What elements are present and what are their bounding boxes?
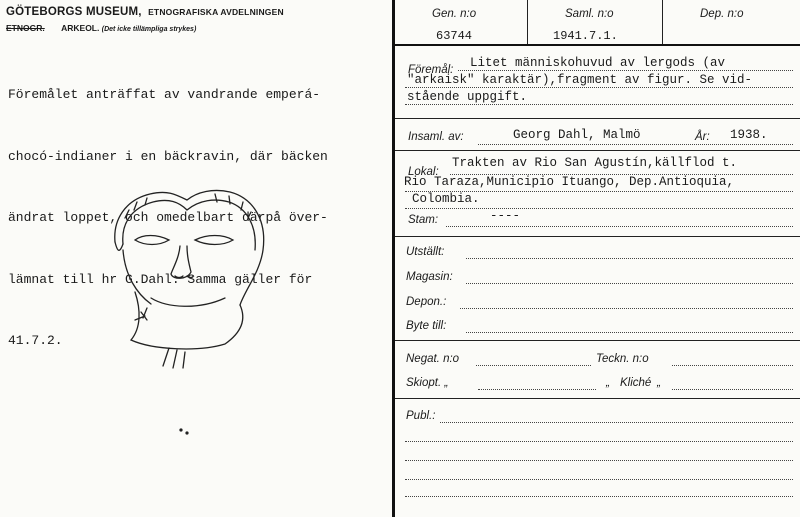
museum-name: GÖTEBORGS MUSEUM, bbox=[6, 6, 142, 18]
section-rule bbox=[395, 118, 800, 119]
fill-line bbox=[450, 174, 793, 175]
foremal-line: Litet människohuvud av lergods (av bbox=[470, 56, 726, 70]
section-rule bbox=[395, 236, 800, 237]
publ-label: Publ.: bbox=[406, 410, 436, 422]
dep-label: Dep. n:o bbox=[700, 8, 744, 20]
lokal-line: Trakten av Rio San Agustín,källflod t. bbox=[452, 156, 738, 170]
stam-value: ---- bbox=[490, 209, 521, 223]
teckn-label: Teckn. n:o bbox=[596, 353, 649, 365]
lokal-line: Colombia. bbox=[412, 192, 480, 206]
column-sep bbox=[662, 0, 663, 44]
fill-line bbox=[476, 365, 591, 366]
kliche-quote: „ bbox=[657, 377, 661, 389]
note-line: ändrat loppet, och omedelbart därpå över- bbox=[8, 210, 328, 225]
fill-line bbox=[458, 70, 793, 71]
lokal-label: Lokal: bbox=[408, 166, 439, 178]
saml-label: Saml. n:o bbox=[565, 8, 614, 20]
fill-line bbox=[466, 258, 793, 259]
fill-line bbox=[405, 460, 793, 461]
insaml-value: Georg Dahl, Malmö bbox=[513, 128, 641, 142]
kliche-mark: „ bbox=[606, 377, 610, 389]
note-line: Föremålet anträffat av vandrande emperá- bbox=[8, 87, 321, 102]
arkeol-label: ARKEOL. bbox=[61, 23, 100, 33]
gen-value: 63744 bbox=[436, 29, 473, 43]
header-rule bbox=[395, 44, 800, 46]
fill-line bbox=[672, 389, 793, 390]
foremal-label: Föremål: bbox=[408, 64, 454, 76]
ar-value: 1938. bbox=[730, 128, 768, 142]
section-rule bbox=[395, 340, 800, 341]
fill-line bbox=[405, 104, 793, 105]
museum-header bbox=[6, 6, 284, 18]
fill-line bbox=[440, 422, 793, 423]
gen-label: Gen. n:o bbox=[432, 8, 477, 20]
card-divider bbox=[392, 0, 395, 517]
fill-line bbox=[405, 191, 793, 192]
fill-line bbox=[405, 208, 793, 209]
strike-note: (Det icke tillämpliga strykes) bbox=[101, 26, 197, 33]
fill-line bbox=[460, 308, 793, 309]
fill-line bbox=[478, 144, 793, 145]
fill-line bbox=[405, 441, 793, 442]
foremal-line: "arkaisk" karaktär),fragment av figur. Se vid- bbox=[407, 73, 753, 87]
fill-line bbox=[405, 479, 793, 480]
department-name: ETNOGRAFISKA AVDELNINGEN bbox=[148, 7, 284, 17]
column-sep bbox=[527, 0, 528, 44]
saml-value: 1941.7.1. bbox=[553, 29, 618, 43]
fill-line bbox=[672, 365, 793, 366]
utstallt-label: Utställt: bbox=[406, 246, 445, 258]
magasin-label: Magasin: bbox=[406, 271, 453, 283]
ar-label: År: bbox=[695, 131, 710, 143]
insaml-label: Insaml. av: bbox=[408, 131, 464, 143]
fill-line bbox=[405, 87, 793, 88]
skiopt-label: Skiopt. „ bbox=[406, 377, 449, 389]
fill-line bbox=[466, 283, 793, 284]
section-rule bbox=[395, 150, 800, 151]
clay-head-sketch bbox=[95, 180, 295, 440]
depon-label: Depon.: bbox=[406, 296, 447, 308]
lokal-line: Rio Taraza,Municipio Ituango, Dep.Antioquia, bbox=[404, 175, 735, 189]
note-line: lämnat till hr G.Dahl. Samma gäller för bbox=[8, 271, 313, 287]
stam-label: Stam: bbox=[408, 214, 439, 226]
kliche-label: Kliché bbox=[620, 377, 652, 389]
fill-line bbox=[405, 496, 793, 497]
fill-line bbox=[478, 389, 596, 390]
etnogr-crossed: ETNOGR. bbox=[6, 23, 45, 33]
department-subheader bbox=[6, 23, 196, 33]
fill-line bbox=[466, 332, 793, 333]
note-line: chocó-indianer i en bäckravin, där bäcken bbox=[8, 148, 328, 164]
byte-label: Byte till: bbox=[406, 320, 447, 332]
negat-label: Negat. n:o bbox=[406, 353, 460, 365]
foremal-line: stående uppgift. bbox=[407, 90, 528, 104]
note-line: 41.7.2. bbox=[8, 333, 63, 348]
fill-line bbox=[446, 226, 793, 227]
section-rule bbox=[395, 398, 800, 399]
